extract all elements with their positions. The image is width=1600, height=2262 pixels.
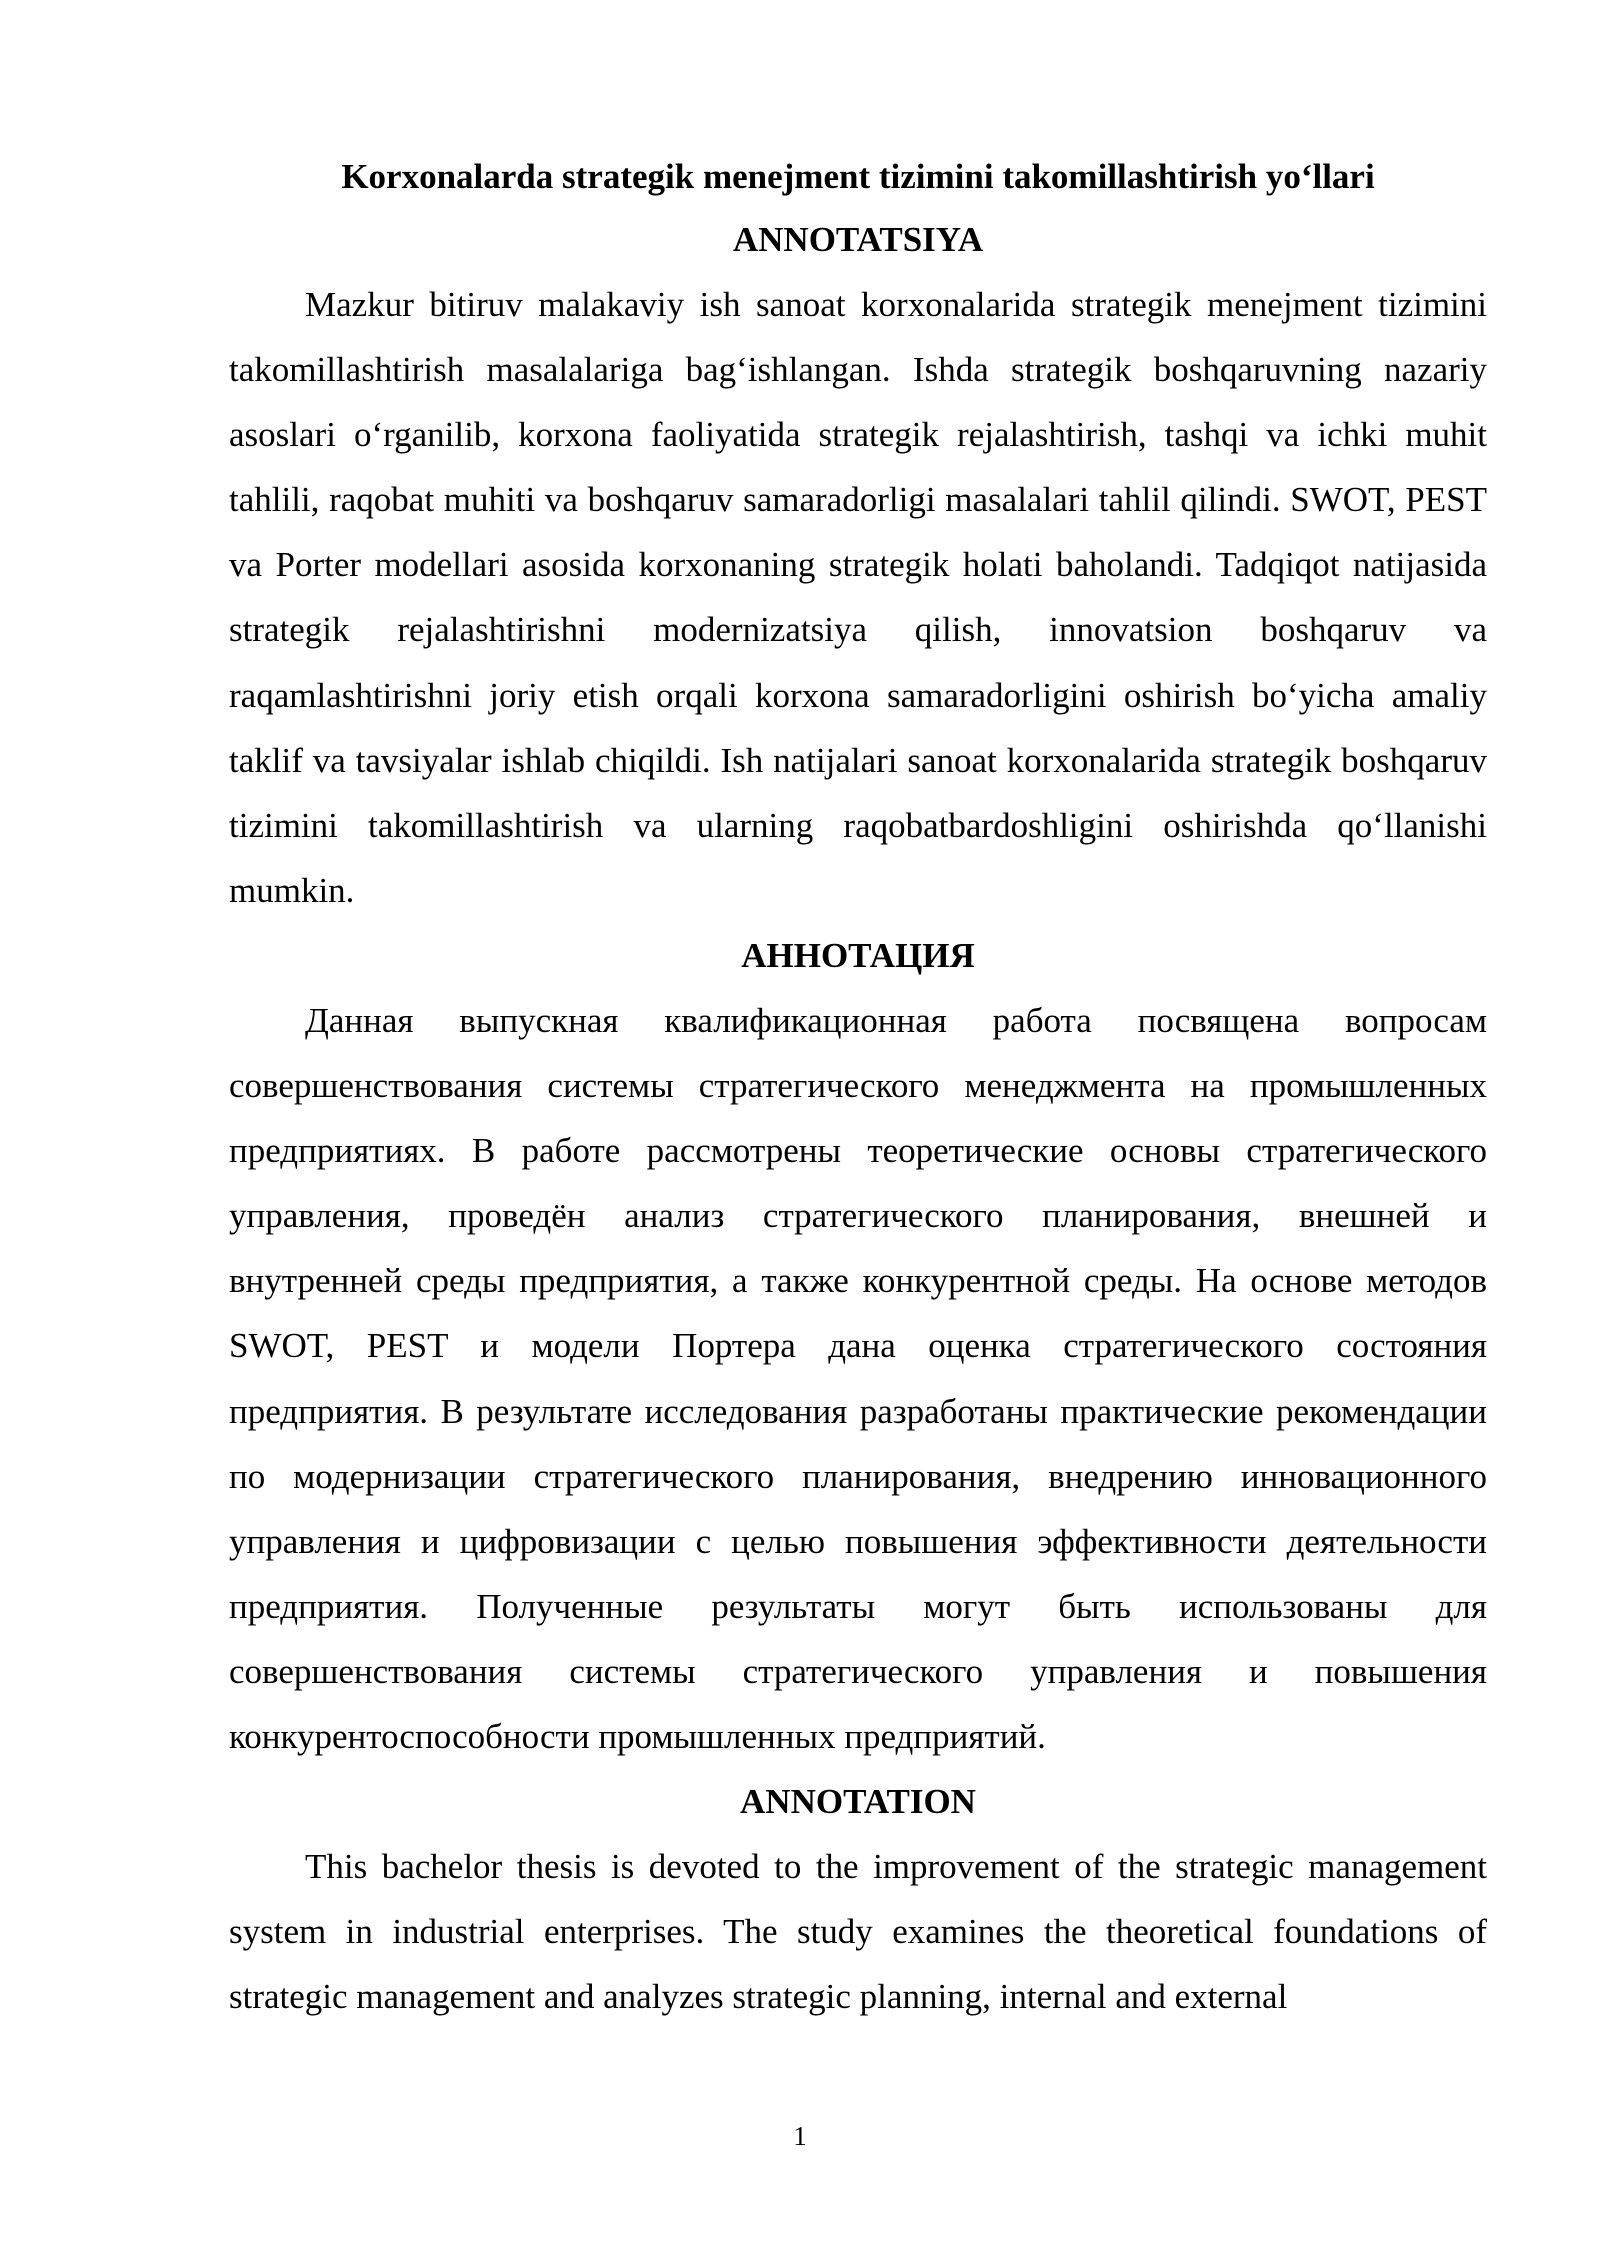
section-heading-russian: АННОТАЦИЯ [741, 935, 975, 975]
section-paragraph-english: This bachelor thesis is devoted to the improvement of the strategic management system in industrial enterprises. The study examines the theoretical foundations of strategic management and analyzes strategic planning, internal and external [229, 1847, 1487, 2017]
page-content [229, 149, 1487, 2029]
page-number: 1 [793, 2121, 807, 2151]
annotation-russian [229, 923, 1487, 1769]
section-heading-uzbek: ANNOTATSIYA [732, 220, 984, 259]
document-title: Korxonalarda strategik menejment tizimini takomillashtirish yo‘llari [341, 157, 1375, 196]
section-paragraph-uzbek: Mazkur bitiruv malakaviy ish sanoat korxonalarida strategik menejment tizimini takomillashtirish masalalariga bag‘ishlangan. Ishda strategik boshqaruvning nazariy asoslari o‘rganilib, korxona faoliyatida strategik rejalashtirish, tashqi va ichki muhit tahlili, raqobat muhiti va boshqaruv samaradorligi masalalari tahlil qilindi. SWOT, PEST va Porter modellari asosida korxonaning strategik holati baholandi. Tadqiqot natijasida strategik rejalashtirishni modernizatsiya qilish, innovatsion boshqaruv va raqamlashtirishni joriy etish orqali korxona samaradorligini oshirish bo‘yicha amaliy taklif va tavsiyalar ishlab chiqildi. Ish natijalari sanoat korxonalarida strategik boshqaruv tizimini takomillashtirish va ularning raqobatbardoshligini oshirishda qo‘llanishi mumkin. [229, 285, 1487, 910]
annotation-uzbek [229, 207, 1487, 923]
annotation-english [229, 1769, 1487, 2029]
section-heading-english: ANNOTATION [740, 1782, 976, 1822]
section-paragraph-russian: Данная выпускная квалификационная работа посвящена вопросам совершенствования системы стратегического менеджмента на промышленных предприятиях. В работе рассмотрены теоретические основы стратегического управления, проведён анализ стратегического планирования, внешней и внутренней среды предприятия, а также конкурентной среды. На основе методов SWOT, PEST и модели Портера дана оценка стратегического состояния предприятия. В результате исследования разработаны практические рекомендации по модернизации стратегического планирования, внедрению инновационного управления и цифровизации с целью повышения эффективности деятельности предприятия. Полученные результаты могут быть использованы для совершенствования системы стратегического управления и повышения конкурентоспособности промышленных предприятий. [229, 1000, 1487, 1756]
